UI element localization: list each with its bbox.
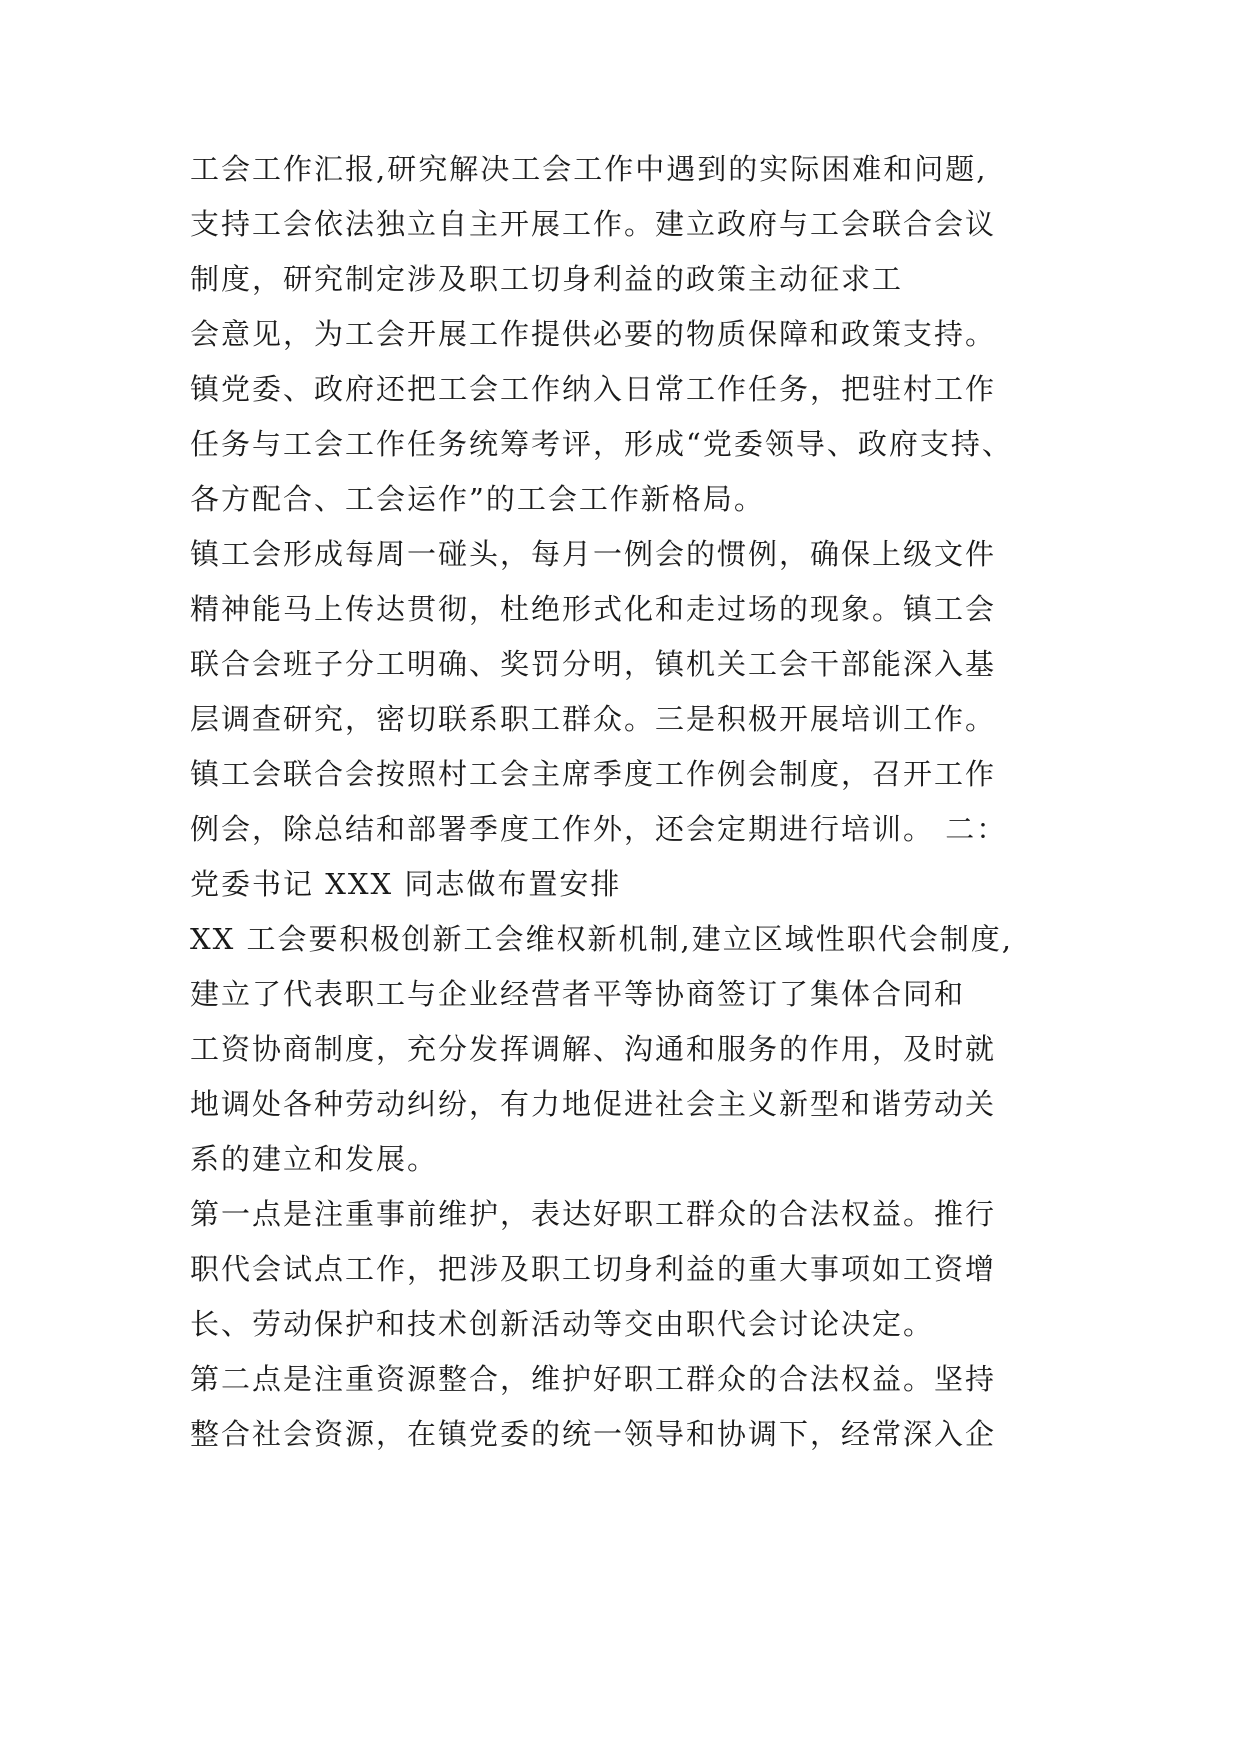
document-body <box>190 142 1090 1462</box>
text-line: 精神能马上传达贯彻，杜绝形式化和走过场的现象。镇工会 <box>190 592 997 626</box>
text-line: 联合会班子分工明确、奖罚分明，镇机关工会干部能深入基 <box>190 647 997 681</box>
text-line: 工会工作汇报,研究解决工会工作中遇到的实际困难和问题, <box>190 152 988 186</box>
text-line: 镇工会联合会按照村工会主席季度工作例会制度，召开工作 <box>190 757 997 791</box>
text-line: 整合社会资源，在镇党委的统一领导和协调下，经常深入企 <box>190 1417 997 1451</box>
text-line: 职代会试点工作，把涉及职工切身利益的重大事项如工资增 <box>190 1252 997 1286</box>
text-line: 第一点是注重事前维护，表达好职工群众的合法权益。推行 <box>190 1197 997 1231</box>
text-line: 制度，研究制定涉及职工切身利益的政策主动征求工 <box>190 262 904 296</box>
text-line: XX 工会要积极创新工会维权新机制,建立区域性职代会制度, <box>190 922 1013 956</box>
text-line: 党委书记 XXX 同志做布置安排 <box>190 867 622 901</box>
text-line: 地调处各种劳动纠纷，有力地促进社会主义新型和谐劳动关 <box>190 1087 997 1121</box>
text-line: 工资协商制度，充分发挥调解、沟通和服务的作用，及时就 <box>190 1032 997 1066</box>
text-line: 建立了代表职工与企业经营者平等协商签订了集体合同和 <box>190 977 966 1011</box>
text-line: 层调查研究，密切联系职工群众。三是积极开展培训工作。 <box>190 702 997 736</box>
text-line: 任务与工会工作任务统筹考评，形成“党委领导、政府支持、 <box>190 427 1013 461</box>
text-line: 各方配合、工会运作”的工会工作新格局。 <box>190 482 765 516</box>
text-line: 镇工会形成每周一碰头，每月一例会的惯例，确保上级文件 <box>190 537 997 571</box>
text-line: 例会，除总结和部署季度工作外，还会定期进行培训。 二： <box>190 812 1008 846</box>
text-line: 第二点是注重资源整合，维护好职工群众的合法权益。坚持 <box>190 1362 997 1396</box>
text-line: 系的建立和发展。 <box>190 1142 439 1176</box>
text-line: 镇党委、政府还把工会工作纳入日常工作任务，把驻村工作 <box>190 372 997 406</box>
text-line: 会意见，为工会开展工作提供必要的物质保障和政策支持。 <box>190 317 997 351</box>
text-line: 长、劳动保护和技术创新活动等交由职代会讨论决定。 <box>190 1307 935 1341</box>
text-line: 支持工会依法独立自主开展工作。建立政府与工会联合会议 <box>190 207 997 241</box>
